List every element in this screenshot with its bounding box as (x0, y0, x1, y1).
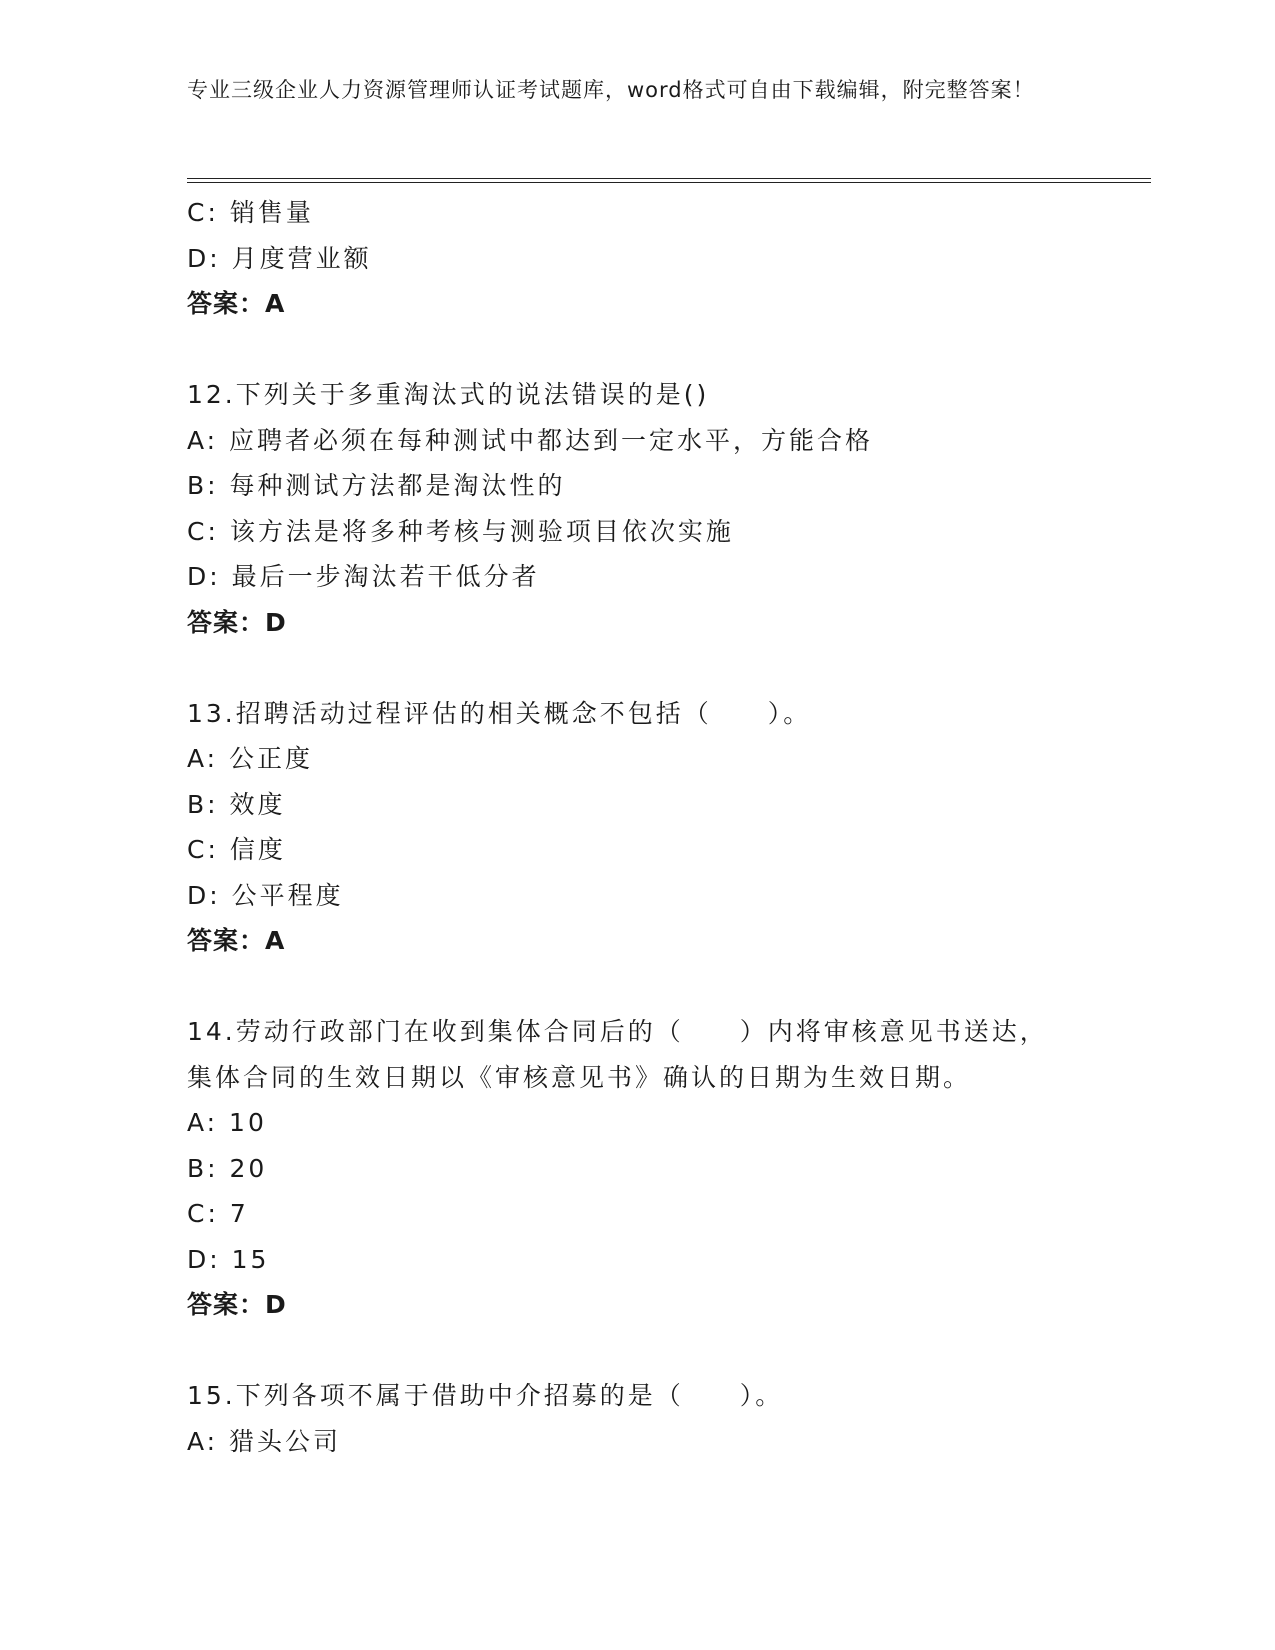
option-label: D: (187, 243, 221, 273)
option-text: 信度 (229, 835, 286, 864)
option-text: 应聘者必须在每种测试中都达到一定水平，方能合格 (229, 425, 874, 455)
option-label: B: (187, 1153, 219, 1183)
option-label: C: (187, 835, 219, 864)
question-title-line-2: 集体合同的生效日期以《审核意见书》确认的日期为生效日期。 (187, 1062, 972, 1092)
document-header (187, 74, 1067, 106)
answer: 答案：D (187, 1290, 287, 1319)
option-label: D: (187, 562, 221, 591)
option-label: D: (187, 1244, 221, 1274)
option-label: A: (187, 744, 219, 773)
option-text: 该方法是将多种考核与测验项目依次实施 (229, 516, 734, 546)
question-12 (187, 372, 1087, 645)
option-text: 15 (231, 1244, 270, 1274)
question-title: 13.招聘活动过程评估的相关概念不包括（ ）。 (187, 698, 812, 728)
option-a (187, 418, 1087, 464)
spacer (187, 964, 1087, 1010)
option-text: 最后一步淘汰若干低分者 (231, 562, 540, 591)
option-text: 公正度 (229, 744, 314, 773)
option-a (187, 736, 1087, 782)
answer: 答案：A (187, 926, 286, 955)
option-text: 公平程度 (231, 880, 344, 910)
option-label: B: (187, 789, 219, 819)
option-d (187, 554, 1087, 600)
option-b (187, 463, 1087, 509)
option-a (187, 1100, 1087, 1146)
header-divider-bottom (187, 182, 1151, 183)
header-text: 专业三级企业人力资源管理师认证考试题库，word格式可自由下载编辑，附完整答案！ (187, 78, 1035, 102)
spacer (187, 327, 1087, 373)
option-text: 猎头公司 (229, 1426, 342, 1456)
answer: 答案：D (187, 607, 287, 637)
option-text: 月度营业额 (231, 243, 372, 273)
question-11-continued (187, 190, 1087, 327)
option-c (187, 1191, 1087, 1237)
answer: 答案：A (187, 289, 286, 318)
option-c (187, 190, 1087, 236)
option-b (187, 1146, 1087, 1192)
option-d (187, 873, 1087, 919)
header-divider-top (187, 178, 1151, 179)
option-text: 销售量 (229, 198, 314, 227)
option-label: C: (187, 198, 219, 227)
option-label: C: (187, 1199, 219, 1228)
option-c (187, 827, 1087, 873)
option-label: B: (187, 471, 219, 500)
option-label: A: (187, 1426, 219, 1456)
option-text: 7 (229, 1199, 249, 1228)
option-text: 效度 (229, 789, 286, 819)
spacer (187, 645, 1087, 691)
option-label: D: (187, 880, 221, 910)
option-text: 每种测试方法都是淘汰性的 (229, 471, 566, 500)
option-text: 10 (229, 1108, 267, 1137)
question-14 (187, 1009, 1087, 1328)
option-d (187, 236, 1087, 282)
question-15 (187, 1373, 1087, 1464)
question-list (187, 190, 1087, 1464)
option-label: A: (187, 1108, 219, 1137)
option-b (187, 782, 1087, 828)
spacer (187, 1328, 1087, 1374)
question-title: 15.下列各项不属于借助中介招募的是（ ）。 (187, 1381, 784, 1410)
option-label: A: (187, 425, 219, 455)
question-title-line-1: 14.劳动行政部门在收到集体合同后的（ ）内将审核意见书送达， (187, 1017, 1048, 1046)
question-13 (187, 691, 1087, 964)
option-label: C: (187, 516, 219, 546)
option-text: 20 (229, 1153, 268, 1183)
question-title: 12.下列关于多重淘汰式的说法错误的是() (187, 380, 710, 409)
option-a (187, 1419, 1087, 1465)
option-c (187, 509, 1087, 555)
option-d (187, 1237, 1087, 1283)
